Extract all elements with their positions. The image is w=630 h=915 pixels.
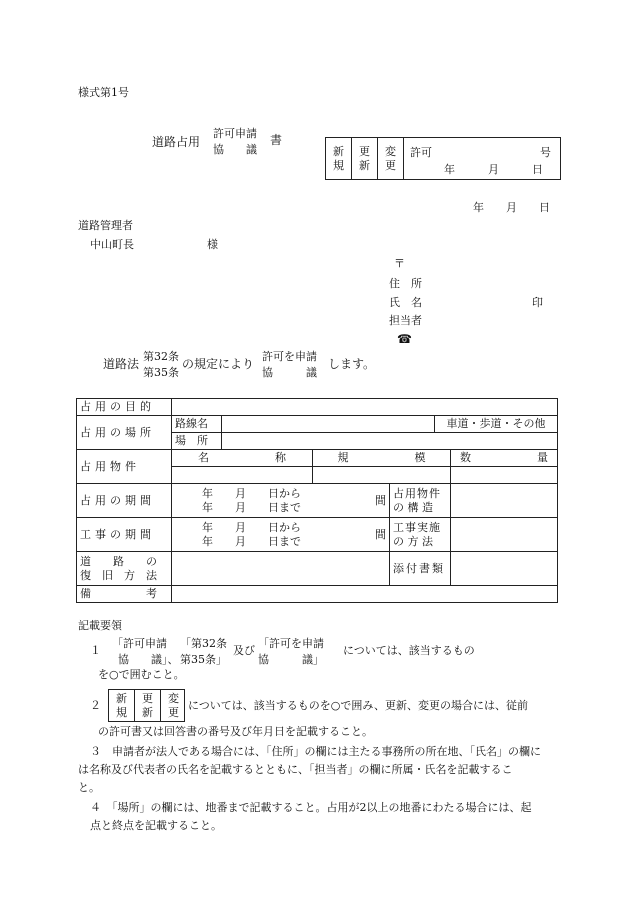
method-field[interactable] — [451, 518, 558, 552]
addressee-name: 中山町長 — [90, 238, 134, 251]
work-period-field[interactable] — [172, 518, 390, 552]
note-3-line3: と。 — [78, 781, 100, 794]
name-label: 氏 名 — [389, 296, 422, 309]
postal-mark: 〒 — [394, 257, 405, 270]
note-2-box — [108, 689, 185, 722]
item-name-field[interactable] — [172, 467, 313, 484]
statement-opt-permit: 許可を申請 — [262, 350, 317, 363]
phone-icon: ☎ — [397, 332, 412, 346]
note-4-line1: ４ 「場所」の欄には、地番まで記載すること。占用が2以上の地番にわたる場合には、起 — [90, 801, 532, 814]
work-period-to: 年 月 日まで — [202, 534, 301, 548]
statement-articles — [143, 349, 179, 381]
permit-label: 許可 — [410, 146, 432, 159]
period-field[interactable] — [172, 484, 390, 518]
restore-label: 道 路 の 復 旧 方 法 — [77, 552, 172, 586]
note-1-q3: 「許可を申請 協 議」 — [258, 637, 324, 666]
addressee-honorific: 様 — [207, 238, 218, 251]
note-2-line2: の許可書又は回答書の番号及び年月日を記載すること。 — [98, 725, 373, 738]
work-period-label: 工事の期間 — [77, 518, 172, 552]
note-2-new: 新規 — [109, 690, 135, 721]
remarks-label: 備 考 — [77, 586, 172, 603]
item-label: 占用物件 — [77, 450, 172, 484]
statement-opt-consult: 協 議 — [262, 366, 317, 379]
title-opt-consult: 協 議 — [213, 143, 257, 156]
period-label: 占用の期間 — [77, 484, 172, 518]
route-name-label: 路線名 — [172, 416, 222, 433]
period-from: 年 月 日から — [202, 486, 301, 500]
note-2-change: 変更 — [168, 691, 179, 719]
method-label: 工事実施 の 方 法 — [390, 518, 451, 552]
note-1-rest: については、該当するもの — [343, 644, 475, 657]
note-2-rest: については、該当するものを○で囲み、更新、変更の場合には、従前 — [188, 699, 529, 712]
attachments-field[interactable] — [451, 552, 558, 586]
purpose-field[interactable] — [172, 399, 558, 416]
structure-label: 占用物件 の 構 造 — [390, 484, 451, 518]
seal-label: 印 — [532, 296, 543, 309]
road-manager-label: 道路管理者 — [78, 219, 133, 232]
col-spec-header: 規 模 — [313, 450, 451, 467]
statement-middle: の規定により — [182, 357, 255, 371]
permit-box-change[interactable]: 変更 — [378, 138, 404, 179]
note-1-and: 及び — [233, 644, 255, 657]
title-road-use: 道路占用 — [152, 135, 201, 149]
note-4-line2: 点と終点を記載すること。 — [90, 819, 222, 832]
work-period-duration: 間 — [375, 527, 386, 541]
col-name-header: 名 称 — [172, 450, 313, 467]
title-opt-permit: 許可申請 — [213, 127, 257, 140]
address-label: 住 所 — [389, 277, 422, 290]
note-1-q2: 「第32条 第35条」 — [180, 637, 227, 666]
note-3-line2: は名称及び代表者の氏名を記載するとともに、「担当者」の欄に所属・氏名を記載するこ — [78, 763, 513, 776]
period-to: 年 月 日まで — [202, 500, 301, 514]
note-1-q1: 「許可申請 協 議」、 — [112, 637, 179, 666]
permit-date-line: 年 月 日 — [444, 163, 543, 176]
statement-art35: 第35条 — [143, 366, 179, 379]
attachments-label: 添付書類 — [390, 552, 451, 586]
permit-box — [325, 137, 561, 180]
purpose-label: 占用の目的 — [77, 399, 172, 416]
restore-field[interactable] — [172, 552, 390, 586]
item-qty-field[interactable] — [451, 467, 558, 484]
note-3-line1: ３ 申請者が法人である場合には、「住所」の欄には主たる事務所の所在地、「氏名」の欄に — [90, 745, 541, 758]
statement-art32: 第32条 — [143, 350, 179, 363]
statement-options — [262, 349, 317, 381]
permit-number-label: 号 — [540, 146, 551, 159]
period-duration: 間 — [375, 493, 386, 507]
note-1-line2: を○で囲むこと。 — [98, 668, 185, 681]
col-qty-header: 数 量 — [451, 450, 558, 467]
location-label: 場 所 — [172, 433, 222, 450]
application-table — [76, 398, 558, 603]
statement-law: 道路法 — [103, 357, 140, 371]
title-suffix: 書 — [270, 133, 283, 147]
location-field[interactable] — [222, 433, 558, 450]
notes-heading: 記載要領 — [78, 619, 122, 632]
structure-field[interactable] — [451, 484, 558, 518]
permit-box-renew[interactable]: 更新 — [352, 138, 378, 179]
form-number: 様式第1号 — [78, 86, 129, 99]
submission-date: 年 月 日 — [473, 201, 550, 214]
contact-label: 担当者 — [389, 314, 422, 327]
statement-end: します。 — [328, 357, 376, 371]
work-period-from: 年 月 日から — [202, 520, 301, 534]
place-label: 占用の場所 — [77, 416, 172, 450]
route-name-field[interactable] — [222, 416, 435, 433]
remarks-field[interactable] — [172, 586, 558, 603]
note-2-number: ２ — [90, 699, 101, 712]
note-1-number: １ — [90, 644, 101, 657]
note-2-renew: 更新 — [135, 690, 161, 721]
permit-box-new[interactable]: 新規 — [326, 138, 352, 179]
item-spec-field[interactable] — [313, 467, 451, 484]
road-type-select[interactable]: 車道・歩道・その他 — [435, 416, 558, 433]
